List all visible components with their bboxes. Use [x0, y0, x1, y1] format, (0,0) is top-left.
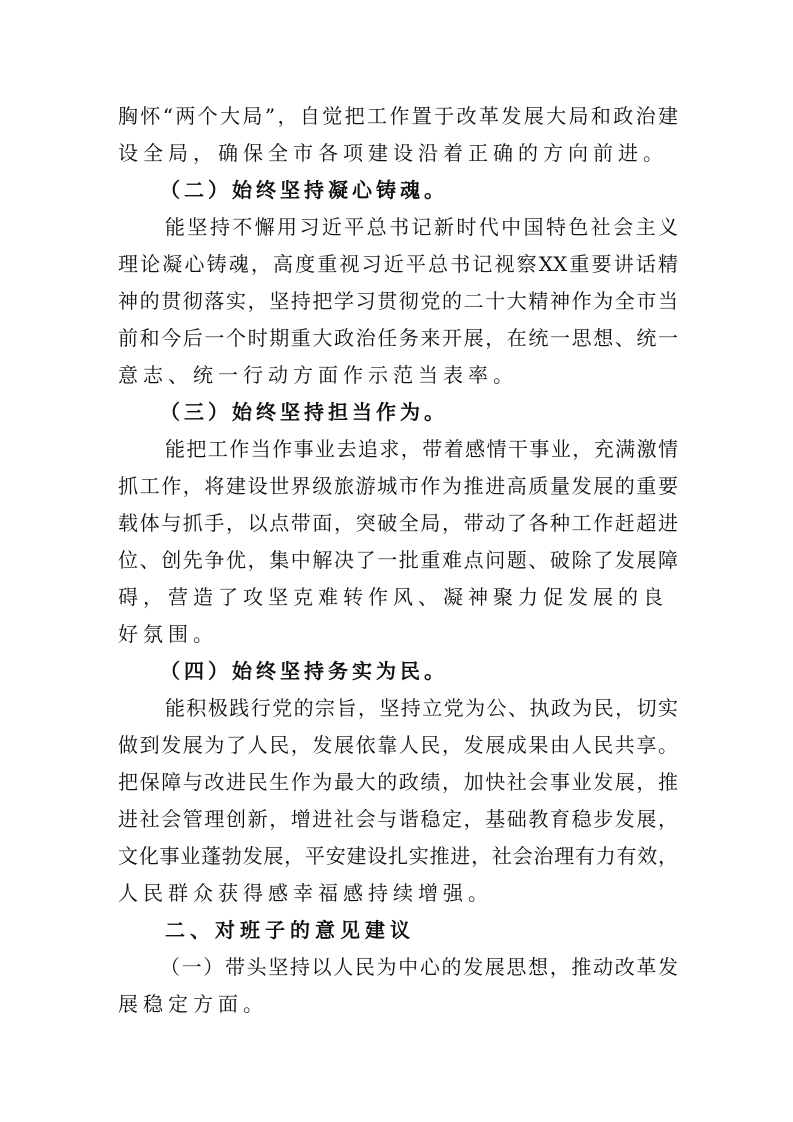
paragraph-line: 把保障与改进民生作为最大的政绩，加快社会事业发展，推 — [118, 770, 678, 794]
paragraph-line: 能坚持不懈用习近平总书记新时代中国特色社会主义 — [165, 215, 678, 239]
paragraph-line: 能积极践行党的宗旨，坚持立党为公、执政为民，切实 — [165, 696, 678, 720]
subsection-heading: （二）始终坚持凝心铸魂。 — [160, 178, 448, 202]
paragraph-line: 抓工作，将建设世界级旅游城市作为推进高质量发展的重要 — [118, 474, 678, 498]
paragraph-line: 做到发展为了人民，发展依靠人民，发展成果由人民共享。 — [118, 733, 678, 757]
paragraph-line: 进社会管理创新，增进社会与谐稳定，基础教育稳步发展， — [118, 807, 678, 831]
paragraph-line: 碍，营造了攻坚克难转作风、凝神聚力促发展的良好氛围。 — [118, 585, 668, 646]
section-heading: 二、对班子的意见建议 — [165, 918, 415, 942]
paragraph-line: 载体与抓手，以点带面，突破全局，带动了各种工作赶超进 — [118, 511, 678, 535]
paragraph-line: 展稳定方面。 — [118, 992, 268, 1016]
paragraph-line: 位、创先争优，集中解决了一批重难点问题、破除了发展障 — [118, 548, 678, 572]
subsection-heading: （四）始终坚持务实为民。 — [160, 659, 448, 683]
subsection-heading: （三）始终坚持担当作为。 — [160, 400, 448, 424]
paragraph-line: 胸怀“两个大局”，自觉把工作置于改革发展大局和政治建 — [118, 104, 678, 128]
paragraph-line: 人民群众获得感幸福感持续增强。 — [118, 881, 493, 905]
paragraph-line: 文化事业蓬勃发展，平安建设扎实推进，社会治理有力有效， — [118, 844, 678, 868]
paragraph-line: 意志、统一行动方面作示范当表率。 — [118, 363, 518, 387]
paragraph-line: 能把工作当作事业去追求，带着感情干事业，充满激情 — [165, 437, 678, 461]
document-page — [118, 98, 678, 1023]
paragraph-line: 理论凝心铸魂，高度重视习近平总书记视察XX重要讲话精 — [118, 252, 678, 276]
paragraph-line: 前和今后一个时期重大政治任务来开展，在统一思想、统一 — [118, 326, 678, 350]
paragraph-line: 神的贯彻落实，坚持把学习贯彻党的二十大精神作为全市当 — [118, 289, 678, 313]
paragraph-line: 设全局，确保全市各项建设沿着正确的方向前进。 — [118, 141, 668, 165]
paragraph-line: （一）带头坚持以人民为中心的发展思想，推动改革发 — [160, 955, 678, 979]
